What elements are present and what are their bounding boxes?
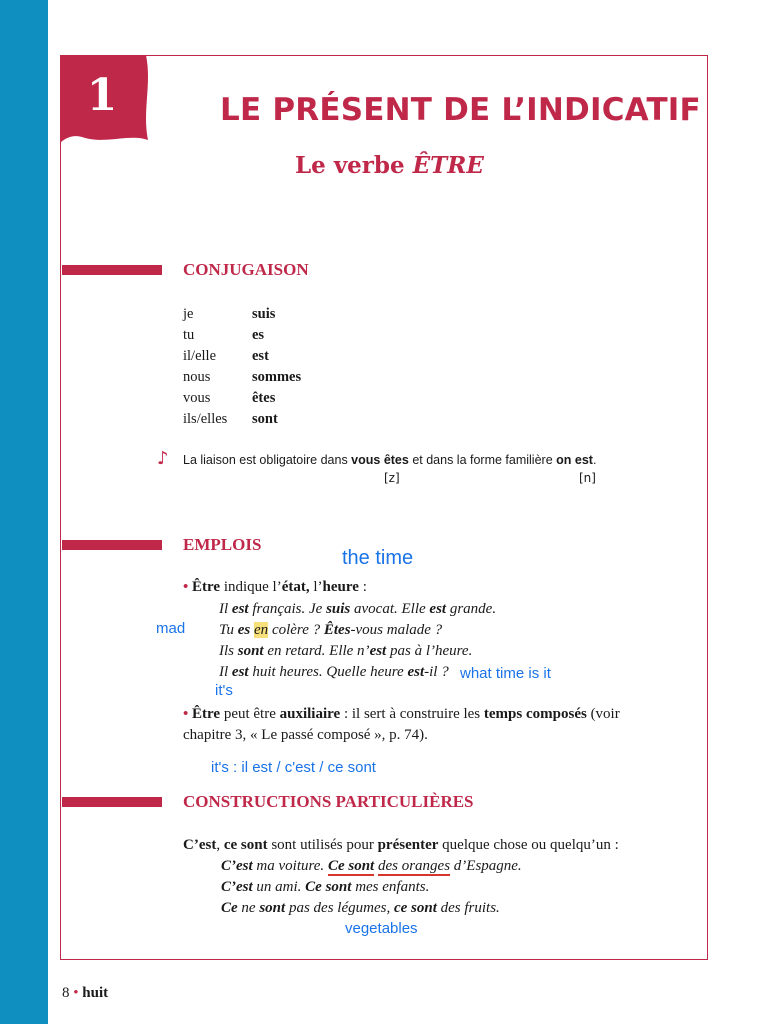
usage-point: • Être indique l’état, l’heure : (183, 579, 367, 595)
handwritten-note: vegetables (345, 920, 418, 937)
verb-form: est (252, 348, 269, 364)
pronoun: vous (183, 390, 211, 406)
music-note-icon: ♪ (157, 448, 169, 469)
phonetic-n: [n] (579, 471, 596, 485)
page-edge-band (0, 0, 48, 1024)
section-bar (62, 540, 162, 550)
pronoun: nous (183, 369, 211, 385)
example-line: C’est ma voiture. Ce sont des oranges d’Espagne. (221, 858, 522, 874)
liaison-note: La liaison est obligatoire dans vous êtes et dans la forme familière on est. (183, 453, 597, 467)
verb-form: sont (252, 411, 278, 427)
pronoun: il/elle (183, 348, 217, 364)
handwritten-note: mad (156, 620, 186, 637)
construction-intro: C’est, ce sont sont utilisés pour présenter quelque chose ou quelqu’un : (183, 837, 619, 853)
verb-form: suis (252, 306, 276, 322)
section-heading-emplois: EMPLOIS (183, 535, 262, 554)
page-subtitle: Le verbe ÊTRE (295, 152, 484, 179)
verb-form: sommes (252, 369, 302, 385)
section-heading-conjugaison: CONJUGAISON (183, 260, 309, 279)
page-frame (60, 55, 708, 960)
handwritten-note: the time (342, 547, 414, 569)
pronoun: ils/elles (183, 411, 228, 427)
example-line: Il est huit heures. Quelle heure est-il ? (219, 664, 449, 680)
example-line: C’est un ami. Ce sont mes enfants. (221, 879, 430, 895)
page-title: LE PRÉSENT DE L’INDICATIF (220, 92, 701, 128)
handwritten-note: it's : il est / c'est / ce sont (211, 759, 376, 776)
example-line: Il est français. Je suis avocat. Elle est grande. (219, 601, 497, 617)
chapter-number: 1 (86, 70, 118, 121)
verb-form: es (252, 327, 265, 343)
handwritten-note: what time is it (460, 665, 551, 682)
example-line: Ce ne sont pas des légumes, ce sont des fruits. (221, 900, 500, 916)
section-heading-constructions: CONSTRUCTIONS PARTICULIÈRES (183, 792, 474, 811)
usage-point-continuation: chapitre 3, « Le passé composé », p. 74). (183, 727, 428, 743)
pronoun: tu (183, 327, 195, 343)
pronoun: je (183, 306, 194, 322)
section-bar (62, 265, 162, 275)
verb-form: êtes (252, 390, 276, 406)
phonetic-z: [z] (384, 471, 400, 485)
usage-point: • Être peut être auxiliaire : il sert à construire les temps composés (voir (183, 706, 620, 722)
handwritten-note: it's (215, 682, 233, 699)
example-line: Ils sont en retard. Elle n’est pas à l’heure. (219, 643, 473, 659)
section-bar (62, 797, 162, 807)
page-footer: 8 • huit (62, 985, 109, 1001)
example-line: Tu es en colère ? Êtes-vous malade ? (219, 622, 443, 638)
